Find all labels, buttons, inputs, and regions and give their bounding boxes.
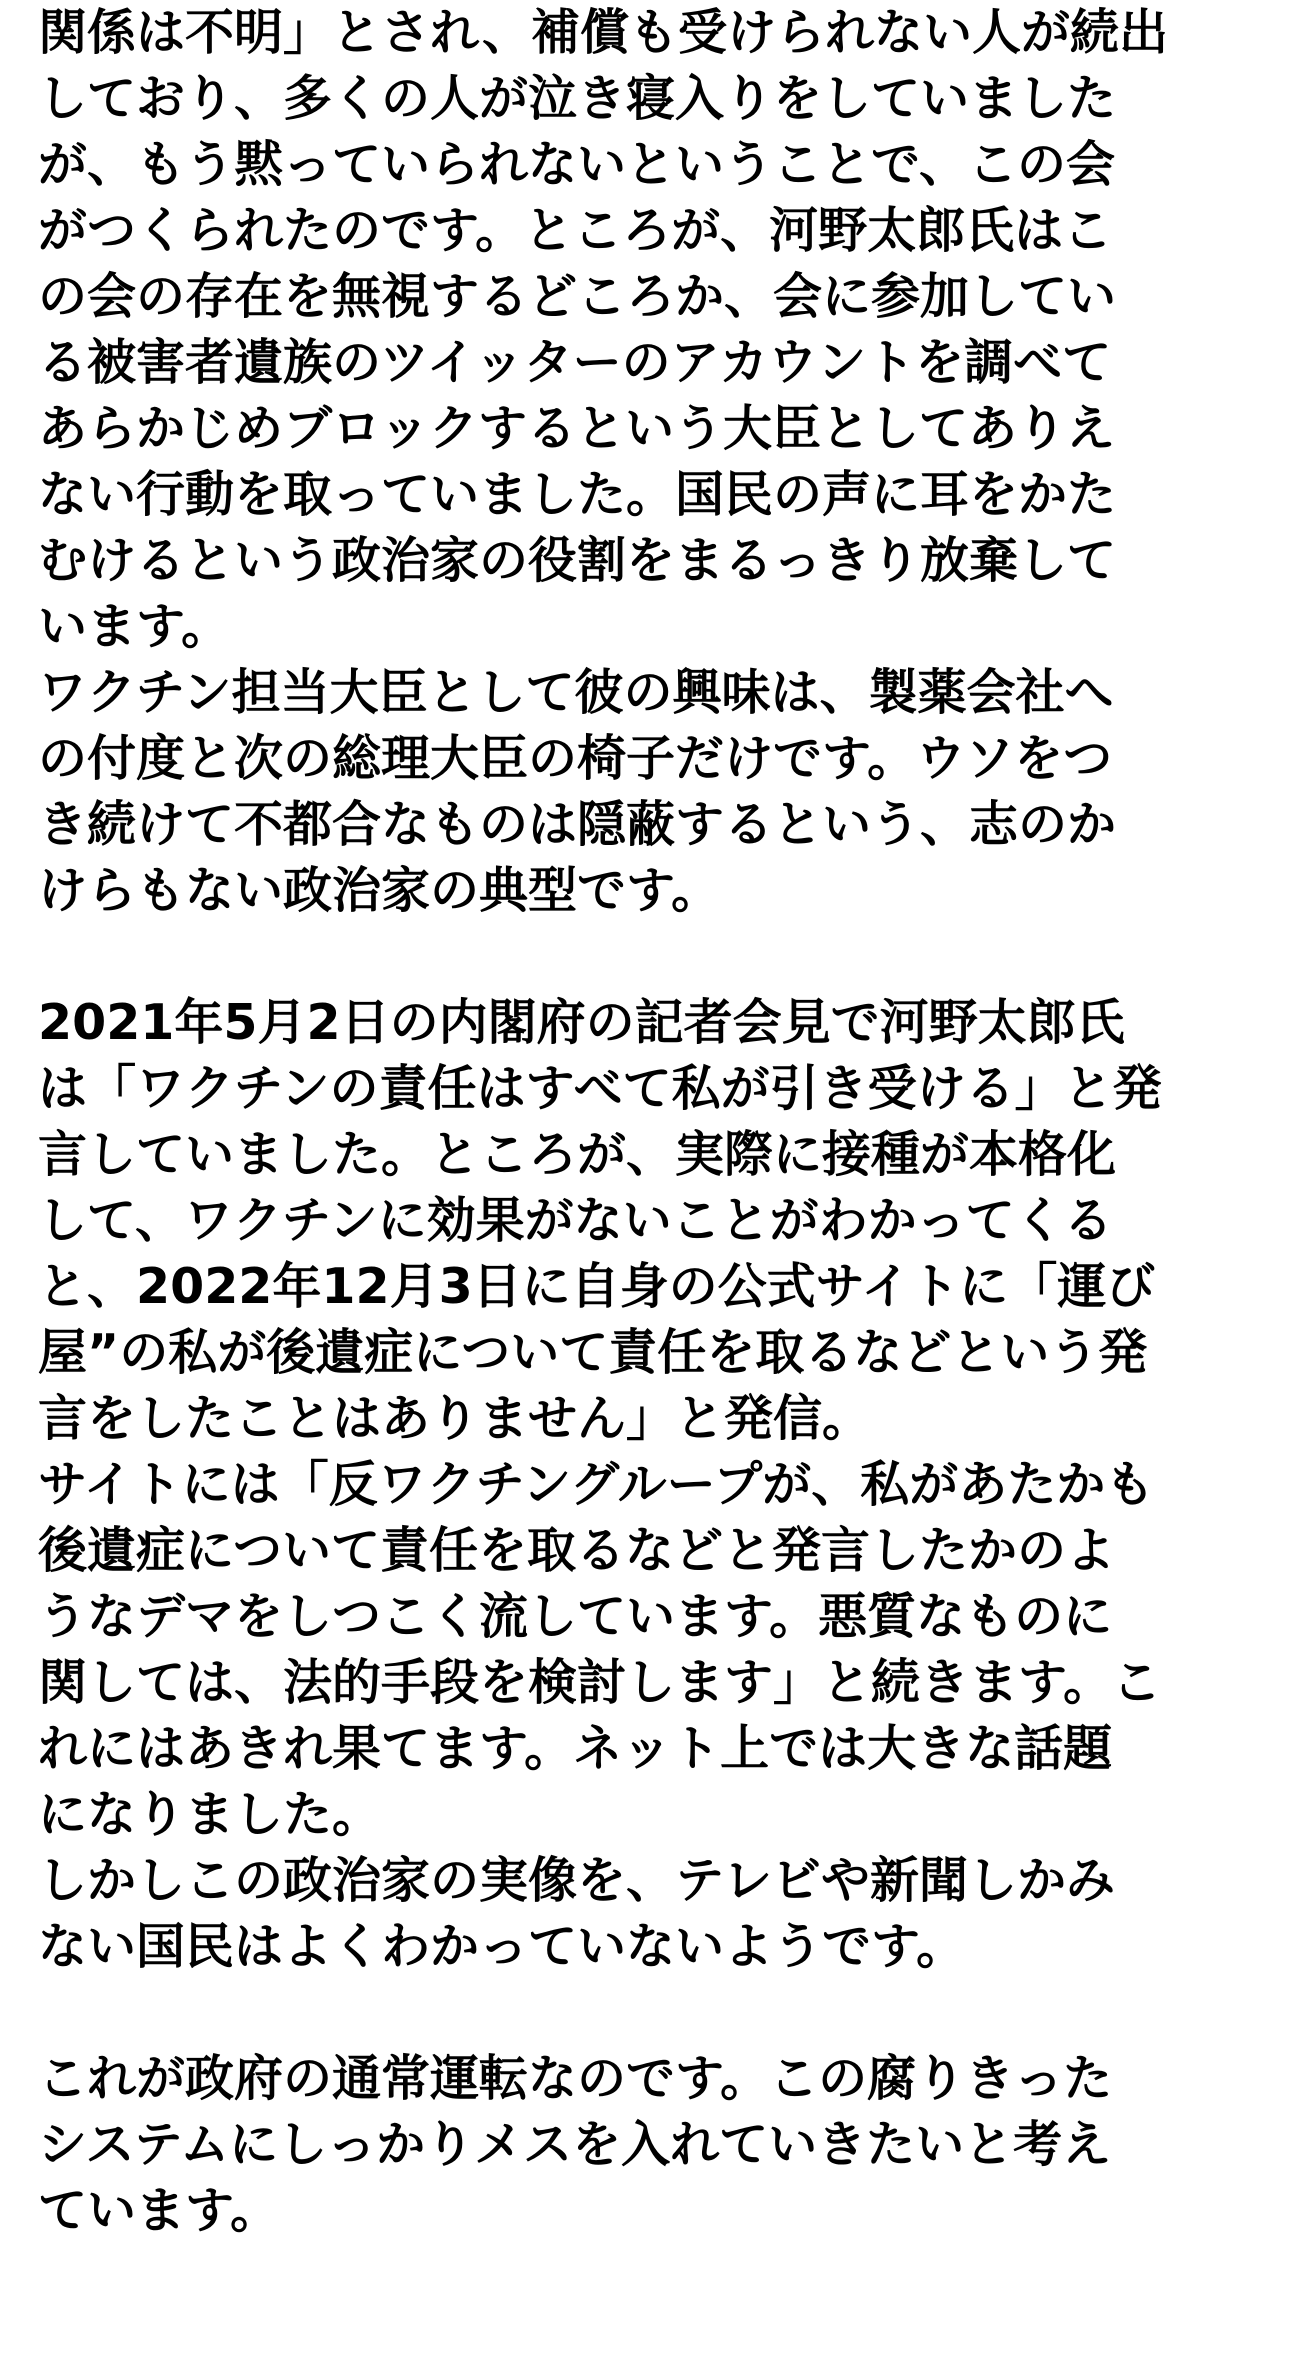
text-line: システムにしっかりメスを入れていきたいと考え bbox=[38, 2116, 1112, 2173]
text-line: しており、多くの人が泣き寝入りをしていました bbox=[38, 70, 1117, 127]
text-line: けらもない政治家の典型です。 bbox=[38, 862, 721, 919]
text-line: ています。 bbox=[38, 2182, 280, 2239]
text-line: き続けて不都合なものは隠蔽するという、志のか bbox=[38, 796, 1117, 853]
paragraph-spacer bbox=[38, 924, 1258, 990]
text-line: 屋”の私が後遺症について責任を取るなどという発 bbox=[38, 1324, 1148, 1381]
text-line: れにはあきれ果てます。ネット上では大きな話題 bbox=[38, 1720, 1113, 1777]
paragraph-1 bbox=[38, 0, 1258, 924]
text-line: あらかじめブロックするという大臣としてありえ bbox=[38, 400, 1116, 457]
text-line: になりました。 bbox=[38, 1786, 382, 1843]
text-line: むけるという政治家の役割をまるっきり放棄して bbox=[38, 532, 1117, 589]
text-line: 関しては、法的手段を検討します」と続きます。こ bbox=[38, 1654, 1162, 1711]
text-line: ない行動を取っていました。国民の声に耳をかた bbox=[38, 466, 1117, 523]
text-line: うなデマをしつこく流しています。悪質なものに bbox=[38, 1588, 1113, 1645]
text-line: これが政府の通常運転なのです。この腐りきった bbox=[38, 2050, 1113, 2107]
text-line: ワクチン担当大臣として彼の興味は、製薬会社へ bbox=[38, 664, 1114, 721]
article-body bbox=[38, 0, 1258, 2366]
text-line: して、ワクチンに効果がないことがわかってくる bbox=[38, 1192, 1113, 1249]
text-line: います。 bbox=[38, 598, 231, 655]
text-line: 2021年5月2日の内閣府の記者会見で河野太郎氏 bbox=[38, 994, 1125, 1051]
text-line: ない国民はよくわかっていないようです。 bbox=[38, 1918, 966, 1975]
text-line: 関係は不明」とされ、補償も受けられない人が続出 bbox=[38, 4, 1168, 61]
text-line: る被害者遺族のツイッターのアカウントを調べて bbox=[38, 334, 1112, 391]
paragraph-2 bbox=[38, 990, 1258, 1980]
text-line: が、もう黙っていられないということで、この会 bbox=[38, 136, 1116, 193]
text-line: の会の存在を無視するどころか、会に参加してい bbox=[38, 268, 1117, 325]
text-line: しかしこの政治家の実像を、テレビや新聞しかみ bbox=[38, 1852, 1116, 1909]
text-line: 言をしたことはありません」と発信。 bbox=[38, 1390, 872, 1447]
text-line: は「ワクチンの責任はすべて私が引き受ける」と発 bbox=[38, 1060, 1162, 1117]
text-line: 言していました。ところが、実際に接種が本格化 bbox=[38, 1126, 1117, 1183]
text-line: と、2022年12月3日に自身の公式サイトに「運び bbox=[38, 1258, 1156, 1315]
text-line: の付度と次の総理大臣の椅子だけです。ウソをつ bbox=[38, 730, 1113, 787]
text-line: がつくられたのです。ところが、河野太郎氏はこ bbox=[38, 202, 1113, 259]
text-line: 後遺症について責任を取るなどと発言したかのよ bbox=[38, 1522, 1116, 1579]
paragraph-3 bbox=[38, 2046, 1258, 2244]
paragraph-spacer bbox=[38, 1980, 1258, 2046]
text-line: サイトには「反ワクチングループが、私があたかも bbox=[38, 1456, 1155, 1513]
